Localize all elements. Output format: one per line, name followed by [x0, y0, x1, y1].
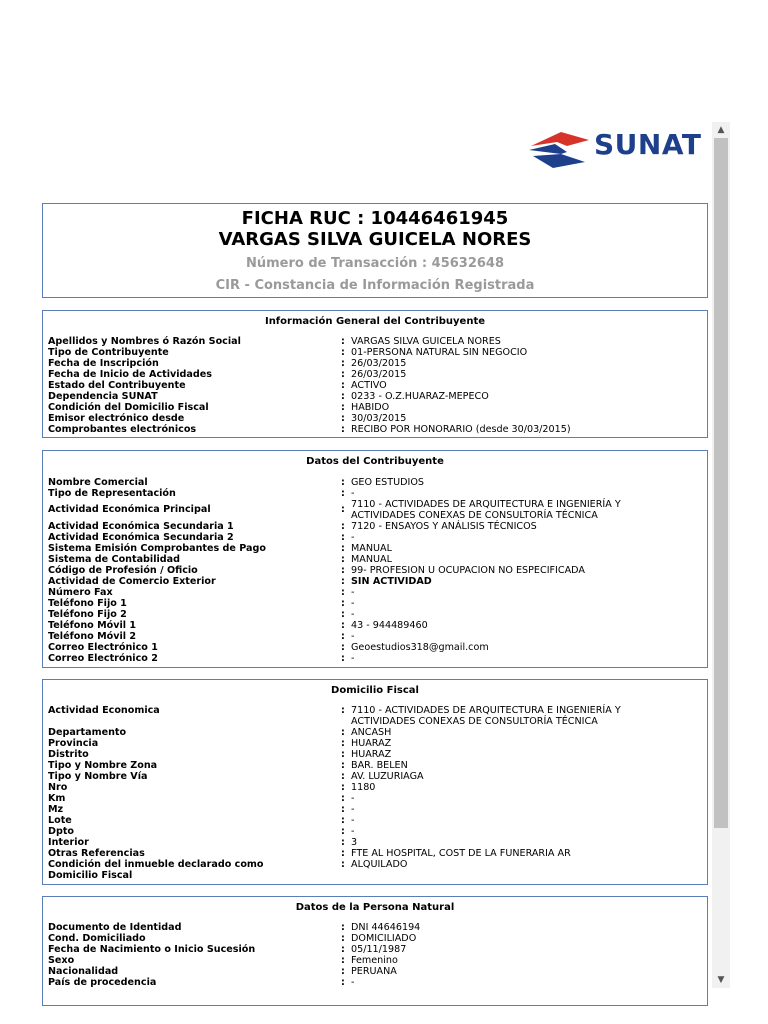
field-value: RECIBO POR HONORARIO (desde 30/03/2015) [351, 424, 571, 435]
field-value: - [351, 609, 355, 620]
field-row [48, 532, 702, 543]
field-separator: : [341, 532, 345, 543]
rows-general [48, 336, 702, 435]
field-row [48, 543, 702, 554]
field-label: Estado del Contribuyente [48, 380, 186, 391]
field-row [48, 837, 702, 848]
field-label: Tipo y Nombre Zona [48, 760, 158, 771]
field-label: Teléfono Móvil 2 [48, 631, 137, 642]
field-row [48, 369, 702, 380]
field-separator: : [341, 705, 345, 716]
field-label: Sistema Emisión Comprobantes de Pago [48, 543, 266, 554]
field-separator: : [341, 815, 345, 826]
field-value: VARGAS SILVA GUICELA NORES [351, 336, 501, 347]
field-label: Sexo [48, 955, 75, 966]
field-label: Dpto [48, 826, 75, 837]
field-label: Otras Referencias [48, 848, 145, 859]
field-value: FTE AL HOSPITAL, COST DE LA FUNERARIA AR [351, 848, 571, 859]
field-label: Condición del Domicilio Fiscal [48, 402, 209, 413]
field-separator: : [341, 336, 345, 347]
field-value: - [351, 587, 355, 598]
field-separator: : [341, 609, 345, 620]
field-value: - [351, 826, 355, 837]
rows-contribuyente [48, 477, 702, 664]
field-row [48, 587, 702, 598]
field-label: Teléfono Fijo 2 [48, 609, 127, 620]
field-value: 26/03/2015 [351, 369, 407, 380]
section-title: Domicilio Fiscal [331, 685, 419, 696]
field-label: Comprobantes electrónicos [48, 424, 197, 435]
field-row [48, 859, 702, 881]
field-separator: : [341, 391, 345, 402]
field-separator: : [341, 565, 345, 576]
field-separator: : [341, 554, 345, 565]
field-separator: : [341, 848, 345, 859]
field-label: Fecha de Inicio de Actividades [48, 369, 212, 380]
field-row [48, 642, 702, 653]
field-label: Provincia [48, 738, 99, 749]
field-label: Fecha de Nacimiento o Inicio Sucesión [48, 944, 256, 955]
section-title: Datos del Contribuyente [306, 456, 444, 467]
field-label: Interior [48, 837, 89, 848]
field-row [48, 933, 702, 944]
field-value: ANCASH [351, 727, 392, 738]
field-row [48, 380, 702, 391]
field-row [48, 391, 702, 402]
field-label: Sistema de Contabilidad [48, 554, 180, 565]
field-row [48, 966, 702, 977]
field-row [48, 760, 702, 771]
field-row [48, 705, 702, 727]
field-value: Geoestudios318@gmail.com [351, 642, 489, 653]
field-value: MANUAL [351, 543, 392, 554]
field-separator: : [341, 413, 345, 424]
scroll-thumb[interactable] [714, 138, 728, 828]
field-row [48, 944, 702, 955]
field-separator: : [341, 347, 345, 358]
field-value: 1180 [351, 782, 376, 793]
field-separator: : [341, 620, 345, 631]
section-natural-person [42, 896, 708, 1006]
field-label: Correo Electrónico 1 [48, 642, 158, 653]
field-separator: : [341, 922, 345, 933]
field-label: País de procedencia [48, 977, 157, 988]
field-label: Código de Profesión / Oficio [48, 565, 198, 576]
field-separator: : [341, 402, 345, 413]
field-row [48, 576, 702, 587]
field-value: 7120 - ENSAYOS Y ANÁLISIS TÉCNICOS [351, 521, 537, 532]
field-row [48, 521, 702, 532]
field-row [48, 922, 702, 933]
field-value: - [351, 793, 355, 804]
field-row [48, 347, 702, 358]
field-row [48, 782, 702, 793]
field-value: ALQUILADO [351, 859, 408, 870]
field-separator: : [341, 358, 345, 369]
field-row [48, 771, 702, 782]
field-label: Número Fax [48, 587, 113, 598]
field-separator: : [341, 598, 345, 609]
field-value: DOMICILIADO [351, 933, 417, 944]
field-row [48, 499, 702, 521]
field-row [48, 402, 702, 413]
cir-subtitle: CIR - Constancia de Información Registrada [215, 278, 535, 293]
field-separator: : [341, 782, 345, 793]
field-separator: : [341, 521, 345, 532]
field-value: - [351, 977, 355, 988]
field-label: Nro [48, 782, 68, 793]
field-separator: : [341, 859, 345, 870]
field-value: 30/03/2015 [351, 413, 407, 424]
field-separator: : [341, 837, 345, 848]
field-separator: : [341, 727, 345, 738]
field-label: Correo Electrónico 2 [48, 653, 158, 664]
field-separator: : [341, 631, 345, 642]
field-label: Distrito [48, 749, 89, 760]
field-row [48, 749, 702, 760]
field-label: Dependencia SUNAT [48, 391, 158, 402]
field-row [48, 413, 702, 424]
field-label: Cond. Domiciliado [48, 933, 146, 944]
field-separator: : [341, 653, 345, 664]
section-general-info [42, 310, 708, 438]
field-row [48, 554, 702, 565]
field-label: Km [48, 793, 66, 804]
field-value: DNI 44646194 [351, 922, 421, 933]
field-separator: : [341, 933, 345, 944]
field-value: - [351, 804, 355, 815]
field-separator: : [341, 771, 345, 782]
field-label: Nacionalidad [48, 966, 119, 977]
section-taxpayer-data [42, 450, 708, 668]
field-value: - [351, 488, 355, 499]
field-value: - [351, 598, 355, 609]
field-label: Actividad Económica Secundaria 2 [48, 532, 234, 543]
field-value: HUARAZ [351, 749, 392, 760]
scroll-up-icon[interactable]: ▲ [717, 125, 725, 135]
vertical-scrollbar[interactable] [712, 122, 730, 988]
field-value: 99- PROFESION U OCUPACION NO ESPECIFICADA [351, 565, 585, 576]
field-value: 3 [351, 837, 358, 848]
field-label: Condición del inmueble declarado como Domicilio Fiscal [48, 859, 264, 881]
field-separator: : [341, 977, 345, 988]
field-label: Tipo de Contribuyente [48, 347, 169, 358]
field-value: - [351, 532, 355, 543]
field-label: Emisor electrónico desde [48, 413, 185, 424]
field-row [48, 598, 702, 609]
field-value: 7110 - ACTIVIDADES DE ARQUITECTURA E INGENIERÍA Y ACTIVIDADES CONEXAS DE CONSULTORÍA TÉCNICA [351, 705, 621, 727]
field-value: MANUAL [351, 554, 392, 565]
field-row [48, 804, 702, 815]
field-separator: : [341, 760, 345, 771]
field-row [48, 620, 702, 631]
field-label: Apellidos y Nombres ó Razón Social [48, 336, 241, 347]
field-separator: : [341, 488, 345, 499]
field-separator: : [341, 543, 345, 554]
field-separator: : [341, 793, 345, 804]
field-row [48, 477, 702, 488]
field-row [48, 631, 702, 642]
field-value: GEO ESTUDIOS [351, 477, 424, 488]
field-row [48, 488, 702, 499]
field-value: 43 - 944489460 [351, 620, 428, 631]
field-separator: : [341, 369, 345, 380]
field-label: Lote [48, 815, 72, 826]
field-label: Tipo y Nombre Vía [48, 771, 148, 782]
field-label: Nombre Comercial [48, 477, 148, 488]
field-separator: : [341, 576, 345, 587]
section-title: Datos de la Persona Natural [295, 902, 455, 913]
field-row [48, 336, 702, 347]
section-title: Información General del Contribuyente [264, 316, 486, 327]
sunat-logo-text: SUNAT [594, 128, 702, 161]
field-label: Tipo de Representación [48, 488, 176, 499]
field-label: Departamento [48, 727, 127, 738]
ficha-ruc-title: FICHA RUC : 10446461945 [241, 208, 509, 229]
field-label: Actividad Economica [48, 705, 160, 716]
field-value: HUARAZ [351, 738, 392, 749]
field-separator: : [341, 380, 345, 391]
section-fiscal-address [42, 679, 708, 885]
field-value: ACTIVO [351, 380, 387, 391]
field-value: - [351, 815, 355, 826]
field-label: Actividad de Comercio Exterior [48, 576, 216, 587]
field-label: Mz [48, 804, 64, 815]
field-label: Fecha de Inscripción [48, 358, 159, 369]
field-value: 26/03/2015 [351, 358, 407, 369]
field-separator: : [341, 749, 345, 760]
field-separator: : [341, 826, 345, 837]
field-row [48, 955, 702, 966]
field-row [48, 793, 702, 804]
field-value: SIN ACTIVIDAD [351, 576, 432, 587]
field-separator: : [341, 642, 345, 653]
field-value: 7110 - ACTIVIDADES DE ARQUITECTURA E INGENIERÍA Y ACTIVIDADES CONEXAS DE CONSULTORÍA TÉCNICA [351, 499, 621, 521]
field-value: - [351, 653, 355, 664]
field-label: Actividad Económica Principal [48, 504, 211, 515]
field-separator: : [341, 966, 345, 977]
transaction-number: Número de Transacción : 45632648 [245, 256, 505, 271]
rows-domicilio [48, 705, 702, 881]
field-value: Femenino [351, 955, 398, 966]
field-row [48, 424, 702, 435]
taxpayer-name-title: VARGAS SILVA GUICELA NORES [218, 229, 532, 250]
field-row [48, 727, 702, 738]
field-value: BAR. BELEN [351, 760, 408, 771]
field-row [48, 358, 702, 369]
field-row [48, 738, 702, 749]
field-label: Teléfono Móvil 1 [48, 620, 137, 631]
field-separator: : [341, 804, 345, 815]
field-label: Documento de Identidad [48, 922, 182, 933]
field-value: - [351, 631, 355, 642]
field-row [48, 977, 702, 988]
field-value: 01-PERSONA NATURAL SIN NEGOCIO [351, 347, 528, 358]
document-header [42, 203, 708, 298]
field-separator: : [341, 587, 345, 598]
field-row [48, 565, 702, 576]
field-row [48, 815, 702, 826]
scroll-down-icon[interactable]: ▼ [717, 975, 725, 985]
field-label: Actividad Económica Secundaria 1 [48, 521, 234, 532]
field-row [48, 653, 702, 664]
field-label: Teléfono Fijo 1 [48, 598, 127, 609]
field-value: HABIDO [351, 402, 390, 413]
field-row [48, 609, 702, 620]
field-value: PERUANA [351, 966, 397, 977]
field-value: AV. LUZURIAGA [351, 771, 424, 782]
field-separator: : [341, 477, 345, 488]
field-value: 05/11/1987 [351, 944, 407, 955]
field-separator: : [341, 738, 345, 749]
field-separator: : [341, 504, 345, 515]
field-value: 0233 - O.Z.HUARAZ-MEPECO [351, 391, 489, 402]
field-separator: : [341, 944, 345, 955]
field-separator: : [341, 424, 345, 435]
rows-persona [48, 922, 702, 988]
field-row [48, 848, 702, 859]
field-row [48, 826, 702, 837]
field-separator: : [341, 955, 345, 966]
